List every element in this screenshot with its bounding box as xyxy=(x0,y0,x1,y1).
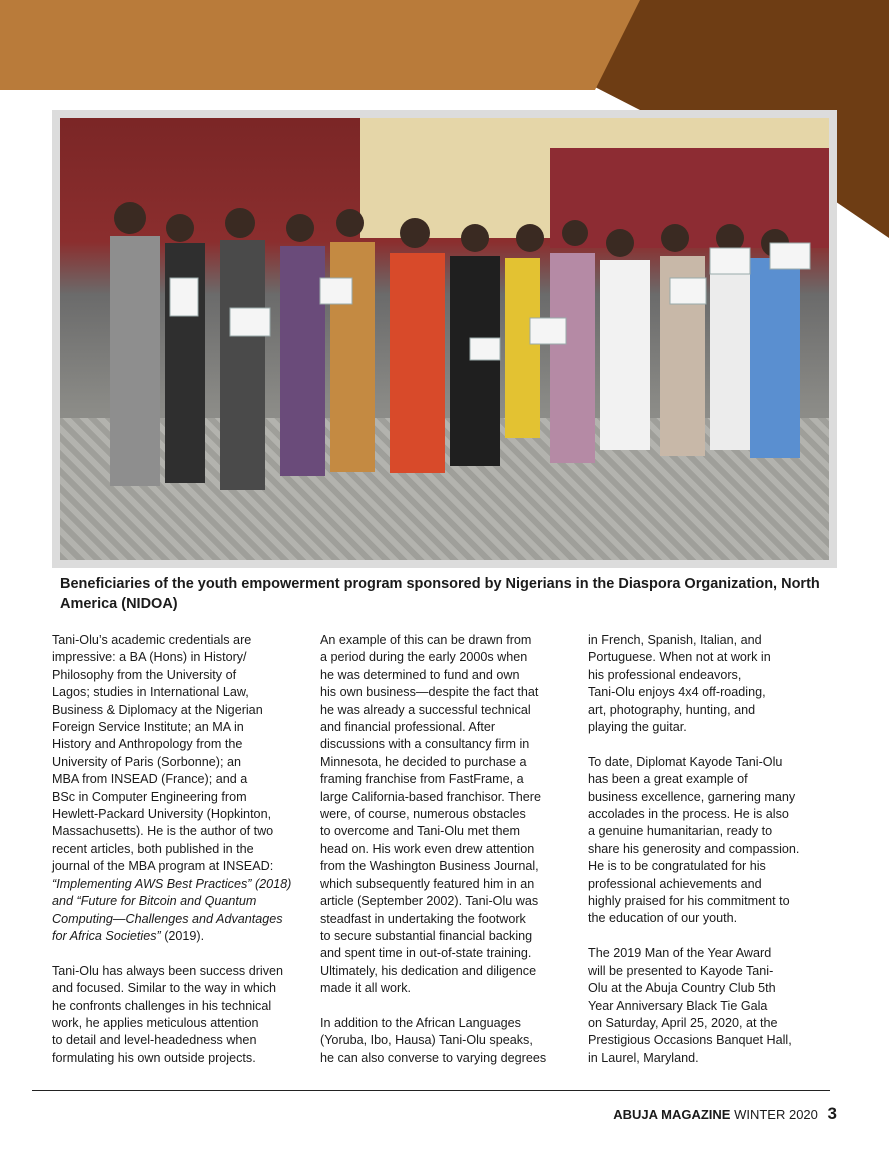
photo-crowd xyxy=(70,198,820,528)
footer-rule xyxy=(32,1090,830,1091)
issue-label: WINTER 2020 xyxy=(734,1107,818,1122)
article-column-2 xyxy=(320,632,578,1067)
paragraph-business-example: An example of this can be drawn from a period during the early 2000s when he was determined to fund and own his own business—despite the fact that he was already a successful technical and financial professional. After discussions with a consultancy firm in Minnesota, he decided to purchase a framing franchise from FastFrame, a large California-based franchisor. There were, of course, numerous obstacles to overcome and Tani-Olu met them head on. His work even drew attention from the Washington Business Journal, which subsequently featured him in an article (September 2002). Tani-Olu was steadfast in undertaking the footwork to secure substantial financial backing and spent time in out-of-state training. Ultimately, his dedication and diligence made it all work. xyxy=(320,633,541,996)
paragraph-award: The 2019 Man of the Year Award will be presented to Kayode Tani- Olu at the Abuja Country Club 5th Year Anniversary Black Tie Gala on Saturday, April 25, 2020, at the Prestigious Occasions Banquet Hall, in Laurel, Maryland. xyxy=(588,946,792,1065)
article-column-1 xyxy=(52,632,310,1067)
paragraph-humanitarian: To date, Diplomat Kayode Tani-Olu has been a great example of business excellence, garnering many accolades in the process. He is also a genuine humanitarian, ready to share his generosity and compassion. He is to be congratulated for his professional achievements and highly praised for his commitment to the education of our youth. xyxy=(588,754,800,926)
credentials-text: Tani-Olu’s academic credentials are impressive: a BA (Hons) in History/ Philosophy from the University of Lagos; studies in International Law, Business & Diplomacy at the Nigerian Foreign Service Institute; an MA in History and Anthropology from the University of Paris (Sorbonne); an MBA from INSEAD (France); and a BSc in Computer Engineering from Hewlett-Packard University (Hopkinton, Massachusetts). He is the author of two recent articles, both published in the journal of the MBA program at INSEAD: xyxy=(52,633,274,874)
credentials-end: (2019). xyxy=(160,928,205,943)
paragraph-credentials xyxy=(52,632,310,945)
page-footer xyxy=(613,1104,837,1124)
header-banner-light xyxy=(0,0,640,90)
article-column-3 xyxy=(588,632,846,1067)
photo-caption: Beneficiaries of the youth empowerment program sponsored by Nigerians in the Diaspora Organization, North America (NIDOA) xyxy=(60,576,820,612)
page-number: 3 xyxy=(827,1104,837,1123)
group-photo xyxy=(60,118,829,560)
article-titles: “Implementing AWS Best Practices” (2018) and “Future for Bitcoin and Quantum Computing—Challenges and Advantages for Africa Societies” xyxy=(52,876,292,943)
photo-frame xyxy=(52,110,837,568)
paragraph-languages: In addition to the African Languages (Yoruba, Ibo, Hausa) Tani-Olu speaks, he can also converse to varying degrees xyxy=(320,1015,547,1065)
magazine-name: ABUJA MAGAZINE xyxy=(613,1107,731,1122)
paragraph-hobbies: in French, Spanish, Italian, and Portuguese. When not at work in his professional endeavors, Tani-Olu enjoys 4x4 off-roading, art, photography, hunting, and playing the guitar. xyxy=(588,633,771,735)
paragraph-success-driven: Tani-Olu has always been success driven and focused. Similar to the way in which he confronts challenges in his technical work, he applies meticulous attention to detail and level-headedness when formulating his own outside projects. xyxy=(52,963,283,1065)
